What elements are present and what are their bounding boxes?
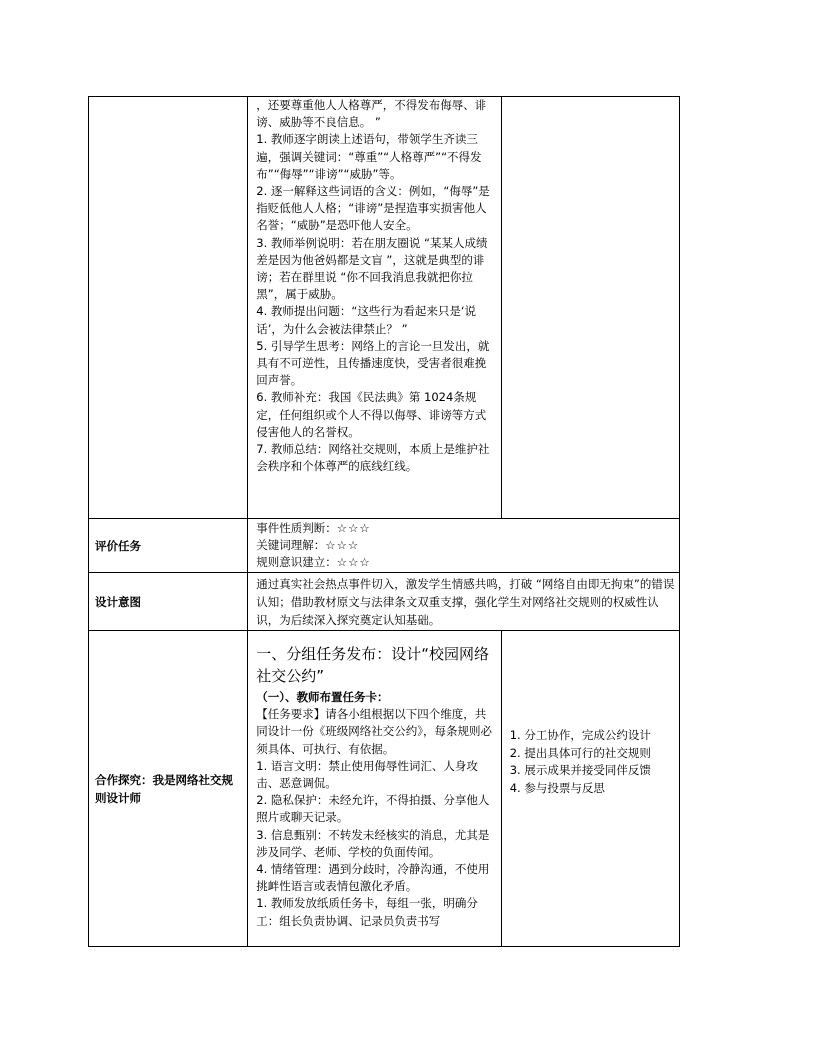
evaluation-item: 规则意识建立：☆☆☆: [256, 555, 371, 570]
paragraph: 1. 语言文明：禁止使用侮辱性词汇、人身攻击、恶意调侃。: [256, 758, 478, 791]
design-intent-label-cell: [89, 573, 248, 631]
design-intent-text: 通过真实社会热点事件切入，激发学生情感共鸣，打破 “网络自由即无拘束”的错误认知；借助教材原文与法律条文双重支撑，强化学生对网络社交规则的权威性认识，为后续深入探究奠定认知基础。: [256, 577, 675, 627]
paragraph: 6. 教师补充：我国《民法典》第 1024条规定，任何组织或个人不得以侮辱、诽谤等方式侵害他人的名誉权。: [256, 390, 487, 439]
evaluation-item: 事件性质判断：☆☆☆: [256, 521, 371, 535]
paragraph: 2. 隐私保护：未经允许，不得拍摄、分享他人照片或聊天记录。: [256, 793, 490, 825]
paragraph: 3. 教师举例说明：若在朋友圈说 “某某人成绩差是因为他爸妈都是文盲 ”，这就是典型的诽谤；若在群里说 “你不回我消息我就把你拉黑”，属于威胁。: [256, 235, 488, 302]
inquiry-label-cell: [89, 631, 248, 947]
student-activity-cell: [501, 631, 679, 947]
student-activity-item: 4. 参与投票与反思: [509, 780, 605, 795]
student-activity-item: 2. 提出具体可行的社交规则: [509, 745, 651, 760]
paragraph: 4. 教师提出问题：“这些行为看起来只是‘说话’，为什么会被法律禁止？ ”: [256, 304, 477, 336]
row1-student-cell: [501, 97, 679, 519]
evaluation-label-cell: [89, 519, 248, 573]
task-subheading: （一）、教师布置任务卡：: [256, 690, 389, 704]
table-row: [89, 573, 680, 631]
paragraph: 5. 引导学生思考：网络上的言论一旦发出，就具有不可逆性，且传播速度快，受害者很难挽回声誉。: [256, 338, 490, 388]
rating-stars: ☆☆☆: [336, 555, 371, 570]
evaluation-label: 评价任务: [95, 538, 141, 553]
evaluation-item: 关键词理解：☆☆☆: [256, 538, 360, 553]
paragraph: 3. 信息甄别：不转发未经核实的消息，尤其是涉及同学、老师、学校的负面传闻。: [256, 827, 490, 859]
lesson-plan-table: [88, 96, 680, 947]
paragraph: ，还要尊重他人人格尊严，不得发布侮辱、诽谤、威胁等不良信息。 ”: [256, 98, 487, 130]
rating-stars: ☆☆☆: [325, 538, 360, 553]
row1-label-cell: [89, 97, 248, 519]
inquiry-content-cell: [248, 631, 501, 947]
rating-stars: ☆☆☆: [336, 521, 371, 535]
paragraph: 1. 教师逐字朗读上述语句，带领学生齐读三遍，强调关键词：“尊重”“人格尊严”“不得发布”“侮辱”“诽谤”“威胁”等。: [256, 132, 482, 181]
inquiry-label: 合作探究：我是网络社交规则设计师: [95, 772, 233, 805]
task-heading: 一、分组任务发布：设计“校园网络社交公约”: [256, 645, 490, 685]
evaluation-content-cell: [248, 519, 680, 573]
paragraph: 7. 教师总结：网络社交规则，本质上是维护社会秩序和个体尊严的底线红线。: [256, 442, 490, 474]
design-intent-content-cell: [248, 573, 680, 631]
student-activity-item: 1. 分工协作，完成公约设计: [509, 728, 651, 742]
table-row: [89, 519, 680, 573]
paragraph: 4. 情绪管理：遇到分歧时，冷静沟通，不使用挑衅性语言或表情包激化矛盾。: [256, 862, 490, 894]
paragraph: 【任务要求】请各小组根据以下四个维度，共同设计一份《班级网络社交公约》，每条规则必须具体、可执行、有依据。: [256, 707, 493, 756]
paragraph: 1. 教师发放纸质任务卡，每组一张，明确分工：组长负责协调、记录员负责书写: [256, 896, 478, 928]
paragraph: 2. 逐一解释这些词语的含义：例如，“侮辱”是指贬低他人人格；“诽谤”是捏造事实损害他人名誉；“威胁”是恐吓他人安全。: [256, 184, 490, 233]
design-intent-label: 设计意图: [95, 594, 141, 609]
table-row: [89, 631, 680, 947]
student-activity-item: 3. 展示成果并接受同伴反馈: [509, 763, 651, 777]
row1-content-cell: [248, 97, 501, 519]
table-row: [89, 97, 680, 519]
